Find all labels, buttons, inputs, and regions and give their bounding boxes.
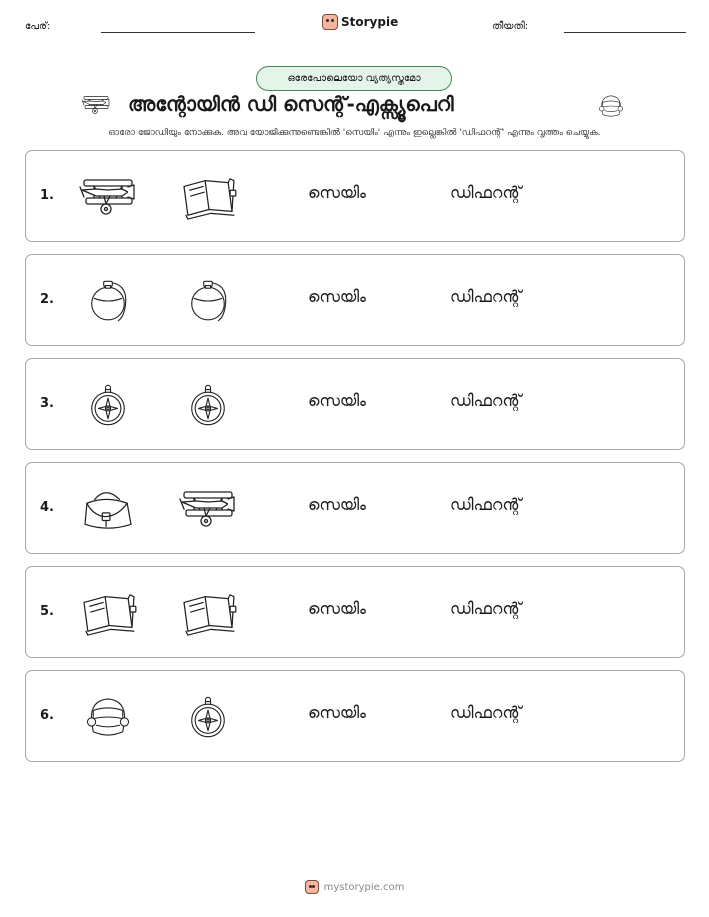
option-same[interactable]: സെയിം [308, 391, 366, 410]
pilot-helmet-icon [85, 693, 131, 741]
book-icon [78, 589, 138, 637]
option-different[interactable]: ഡിഫറന്റ് [450, 391, 522, 410]
question-row [25, 150, 685, 242]
name-write-line[interactable] [101, 32, 255, 33]
instructions: ഓരോ ജോഡിയും നോക്കുക. അവ യോജിക്കുന്നുണ്ടെങ്കിൽ 'സെയിം' എന്നും ഇല്ലെങ്കിൽ 'ഡിഫറന്റ്' എന്നും വൃത്തം ചെയ്യുക. [108, 128, 601, 138]
option-same[interactable]: സെയിം [308, 183, 366, 202]
option-same[interactable]: സെയിം [308, 495, 366, 514]
question-number: 5. [40, 604, 54, 619]
compass-icon [184, 694, 232, 740]
compass-icon [184, 382, 232, 428]
book-icon [178, 173, 238, 221]
picture-left [78, 485, 138, 533]
pilot-helmet-icon [598, 92, 624, 120]
question-number: 3. [40, 396, 54, 411]
biplane-icon [178, 485, 238, 533]
storypie-mascot-icon [322, 14, 338, 30]
canteen-icon [84, 278, 132, 324]
question-number: 4. [40, 500, 54, 515]
picture-right [178, 173, 238, 221]
question-number: 1. [40, 188, 54, 203]
picture-right [178, 485, 238, 533]
name-label: പേര്: [25, 21, 51, 32]
option-same[interactable]: സെയിം [308, 703, 366, 722]
page-title: അന്റോയിൻ ഡി സെന്റ്-എക്സ്യൂപെറി [128, 92, 454, 116]
question-row [25, 566, 685, 658]
option-different[interactable]: ഡിഫറന്റ് [450, 287, 522, 306]
picture-left [78, 173, 138, 221]
worksheet-type-badge: ഒരേപോലെയോ വ്യത്യസ്തമോ [256, 66, 452, 91]
date-write-line[interactable] [564, 32, 686, 33]
footer-site: mystorypie.com [323, 881, 405, 893]
canteen-icon [184, 278, 232, 324]
picture-left [78, 693, 138, 741]
picture-right [178, 381, 238, 429]
option-different[interactable]: ഡിഫറന്റ് [450, 183, 522, 202]
question-row [25, 462, 685, 554]
biplane-icon [80, 93, 112, 117]
storypie-mascot-icon [305, 880, 319, 894]
book-icon [178, 589, 238, 637]
brand-name: Storypie [341, 15, 399, 29]
picture-right [178, 589, 238, 637]
question-number: 2. [40, 292, 54, 307]
picture-left [78, 277, 138, 325]
title-row [0, 92, 709, 122]
option-different[interactable]: ഡിഫറന്റ് [450, 703, 522, 722]
brand-logo [322, 14, 398, 30]
question-number: 6. [40, 708, 54, 723]
satchel-icon [79, 486, 137, 532]
option-different[interactable]: ഡിഫറന്റ് [450, 599, 522, 618]
footer [0, 880, 709, 894]
picture-right [178, 277, 238, 325]
option-same[interactable]: സെയിം [308, 599, 366, 618]
biplane-icon [78, 173, 138, 221]
compass-icon [84, 382, 132, 428]
question-row [25, 670, 685, 762]
picture-left [78, 381, 138, 429]
picture-left [78, 589, 138, 637]
picture-right [178, 693, 238, 741]
worksheet-header [0, 14, 709, 38]
date-label: തീയതി: [492, 21, 529, 32]
question-row [25, 358, 685, 450]
option-different[interactable]: ഡിഫറന്റ് [450, 495, 522, 514]
question-row [25, 254, 685, 346]
option-same[interactable]: സെയിം [308, 287, 366, 306]
